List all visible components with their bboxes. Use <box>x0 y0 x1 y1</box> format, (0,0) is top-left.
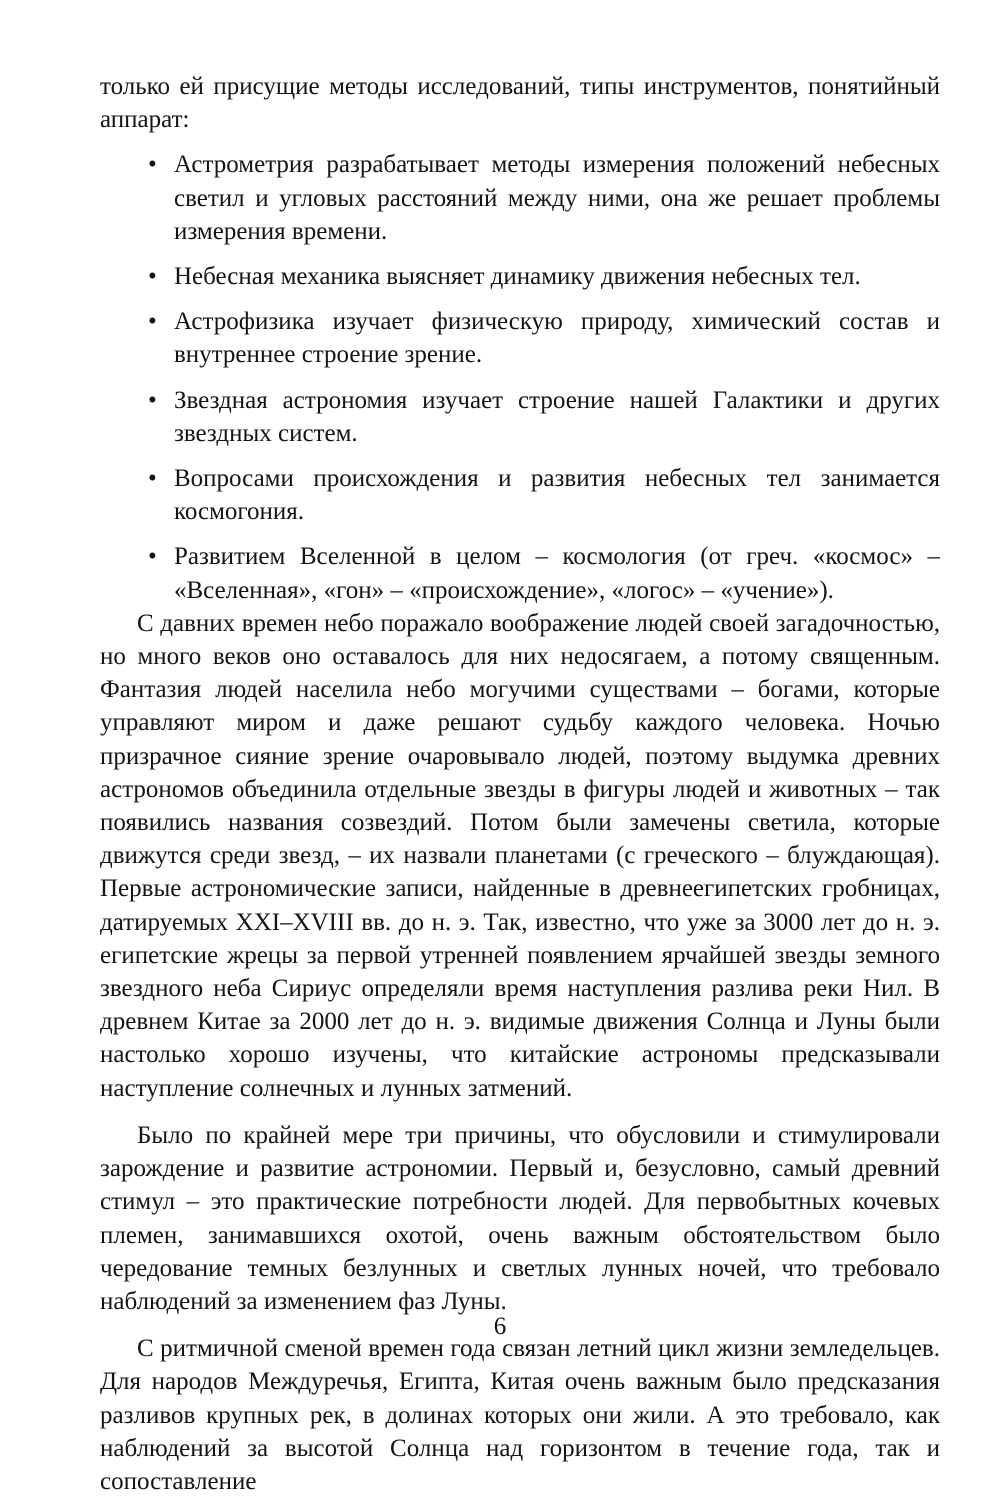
list-item-text: Звездная астрономия изучает строение нашей Галактики и других звездных систем. <box>174 386 940 447</box>
list-item <box>100 148 940 248</box>
bullet-icon: • <box>148 386 157 414</box>
body-paragraph-seasons: С ритмичной сменой времен года связан летний цикл жизни земледельцев. Для народов Междуречья, Египта, Китая очень важным было предсказания разливов крупных рек, в долинах которых они жили. А это требовало, как наблюдений за высотой Солнца над горизонтом в течение года, так и сопоставление <box>100 1335 940 1495</box>
bullet-icon: • <box>148 543 157 571</box>
list-item <box>100 462 940 528</box>
body-paragraph-history: С давних времен небо поражало воображение людей своей загадочностью, но много веков оно оставалось для них недосягаем, а потому священным. Фантазия людей населила небо могучими существами – богами, которые управляют миром и даже решают судьбу каждого человека. Ночью призрачное сияние зрение очаровывало людей, поэтому выдумка древних астрономов объединила отдельные звезды в фигуры людей и животных – так появились названия созвездий. Потом были замечены светила, которые движутся среди звезд, – их назвали планетами (с греческого – блуждающая). Первые астрономические записи, найденные в древнеегипетских гробницах, датируемых XXI–XVIII вв. до н. э. Так, известно, что уже за 3000 лет до н. э. египетские жрецы за первой утренней появлением ярчайшей звезды земного звездного неба Сириус определяли время наступления разлива реки Нил. В древнем Китае за 2000 лет до н. э. видимые движения Солнца и Луны были настолько хорошо изучены, что китайские астрономы предсказывали наступление солнечных и лунных затмений. <box>100 609 940 1102</box>
bullet-icon: • <box>148 151 157 179</box>
list-item <box>100 384 940 450</box>
list-item-text: Астрофизика изучает физическую природу, химический состав и внутреннее строение зрение. <box>174 308 940 369</box>
bullet-list <box>100 148 940 606</box>
list-item <box>100 305 940 371</box>
bullet-icon: • <box>148 465 157 493</box>
list-item-text: Вопросами происхождения и развития небесных тел занимается космогония. <box>174 465 940 526</box>
body-paragraph-reasons: Было по крайней мере три причины, что обусловили и стимулировали зарождение и развитие астрономии. Первый и, безусловно, самый древний стимул – это практические потребности людей. Для первобытных кочевых племен, занимавшихся охотой, очень важным обстоятельством было чередование темных безлунных и светлых лунных ночей, что требовало наблюдений за изменением фаз Луны. <box>100 1121 940 1315</box>
bullet-icon: • <box>148 263 157 291</box>
list-item <box>100 260 940 293</box>
page-number: 6 <box>493 1313 507 1340</box>
list-item-text: Астрометрия разрабатывает методы измерения положений небесных светил и угловых расстояний между ними, она же решает проблемы измерения времени. <box>174 151 940 245</box>
list-item <box>100 540 940 606</box>
list-item-text: Небесная механика выясняет динамику движения небесных тел. <box>174 263 861 291</box>
intro-paragraph: только ей присущие методы исследований, типы инструментов, понятийный аппарат: <box>100 73 940 134</box>
page-body <box>100 70 940 1498</box>
list-item-text: Развитием Вселенной в целом – космология (от греч. «космос» – «Вселенная», «гон» – «происхождение», «логос» – «учение»). <box>174 543 940 604</box>
bullet-icon: • <box>148 308 157 336</box>
